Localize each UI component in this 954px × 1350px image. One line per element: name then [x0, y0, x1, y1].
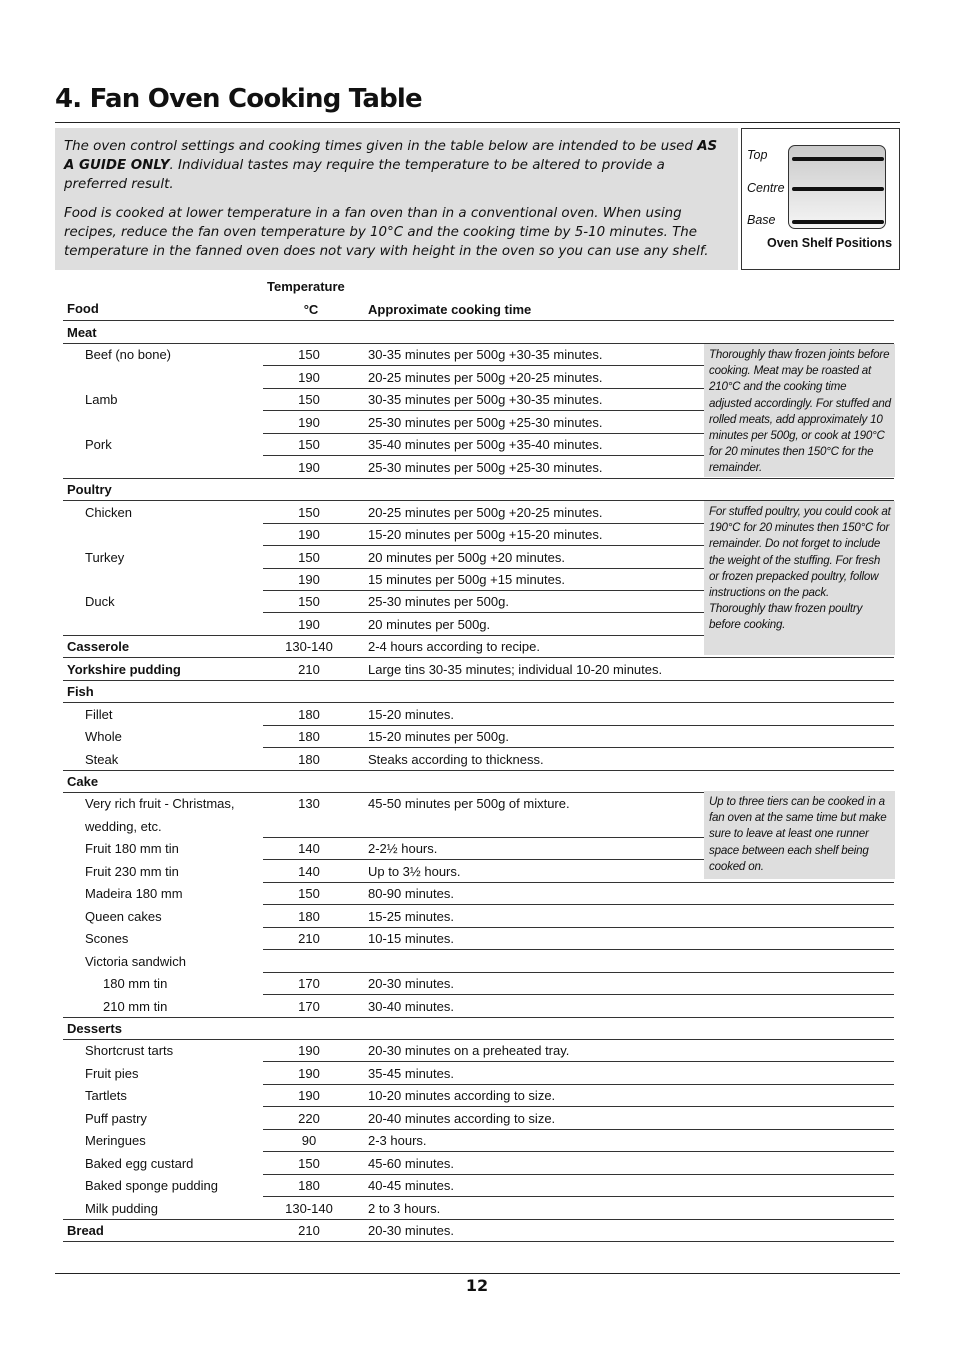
table-row: [63, 1174, 894, 1196]
temperature-cell: 180: [298, 908, 320, 924]
temperature-cell: 130-140: [285, 639, 333, 655]
food-cell: Fruit pies: [85, 1065, 139, 1081]
food-cell: Victoria sandwich: [85, 953, 186, 969]
food-cell: Tartlets: [85, 1088, 127, 1104]
temperature-cell: 210: [298, 931, 320, 947]
cooking-time-cell: 2-3 hours.: [368, 1133, 427, 1149]
food-cell: Bread: [67, 1223, 104, 1238]
food-cell: 180 mm tin: [103, 976, 168, 992]
cooking-time-cell: 20-25 minutes per 500g +20-25 minutes.: [368, 504, 603, 520]
temperature-cell: 190: [298, 1043, 320, 1059]
food-cell: 210 mm tin: [103, 998, 168, 1014]
shelf-label-base: Base: [747, 213, 776, 227]
table-category-row: [63, 1017, 894, 1040]
table-row: [63, 1107, 894, 1129]
table-row: [63, 882, 894, 904]
cooking-time-cell: 30-35 minutes per 500g +30-35 minutes.: [368, 347, 603, 363]
temperature-cell: 170: [298, 976, 320, 992]
temperature-cell: 150: [298, 1155, 320, 1171]
cooking-time-cell: Up to 3½ hours.: [368, 863, 461, 879]
food-cell: Whole: [85, 729, 122, 745]
cooking-time-cell: 2-2½ hours.: [368, 841, 438, 857]
food-cell: Lamb: [85, 392, 118, 408]
temperature-cell: 190: [298, 1088, 320, 1104]
food-cell: Yorkshire pudding: [67, 661, 181, 677]
table-row: [63, 1084, 894, 1106]
food-cell: Cake: [67, 774, 99, 789]
temperature-cell: 180: [298, 751, 320, 767]
table-row: [63, 748, 894, 771]
table-row: [63, 658, 894, 681]
shelf-label-top: Top: [747, 148, 768, 162]
food-cell: Puff pastry: [85, 1110, 147, 1126]
cooking-time-cell: 15-20 minutes per 500g.: [368, 729, 509, 745]
temperature-cell: 190: [298, 414, 320, 430]
cooking-time-cell: 40-45 minutes.: [368, 1178, 454, 1194]
temperature-cell: 210: [298, 661, 320, 677]
food-cell: Meat: [67, 325, 97, 340]
cooking-time-cell: 30-40 minutes.: [368, 998, 454, 1014]
base-shelf-rack: [792, 220, 884, 224]
cooking-time-cell: 80-90 minutes.: [368, 886, 454, 902]
food-cell: Fruit 180 mm tin: [85, 841, 179, 857]
table-row: [63, 1197, 894, 1220]
cooking-time-cell: 20-40 minutes according to size.: [368, 1110, 556, 1126]
temperature-cell: 140: [298, 863, 320, 879]
cooking-time-cell: 30-35 minutes per 500g +30-35 minutes.: [368, 392, 603, 408]
food-cell: Scones: [85, 931, 129, 947]
cooking-time-cell: 20-30 minutes.: [368, 976, 454, 992]
temperature-cell: 210: [298, 1223, 320, 1238]
cooking-time-cell: 35-45 minutes.: [368, 1065, 454, 1081]
temperature-cell: 90: [301, 1133, 317, 1149]
temperature-cell: 150: [298, 594, 320, 610]
table-category-row: [63, 321, 894, 344]
temperature-cell: 180: [298, 729, 320, 745]
food-cell: Very rich fruit - Christmas,: [85, 796, 235, 812]
title-divider: [55, 122, 900, 123]
temperature-cell: 180: [298, 706, 320, 722]
food-cell: Milk pudding: [85, 1200, 158, 1216]
cooking-time-cell: 15-20 minutes per 500g +15-20 minutes.: [368, 527, 603, 543]
food-cell: Duck: [85, 594, 115, 610]
table-row: [63, 950, 894, 972]
note-poultry-stuffing: For stuffed poultry, you could cook at 190°C for 20 minutes then 150°C for remainder. Do not forget to include the weight of the stuffing. For fresh or frozen prepacked poultry, follow instructions on the pack.: [709, 505, 891, 600]
food-cell: wedding, etc.: [85, 818, 162, 834]
temperature-cell: 190: [298, 616, 320, 632]
shelf-label-centre: Centre: [747, 181, 785, 195]
food-cell: Meringues: [85, 1133, 146, 1149]
temperature-cell: 150: [298, 886, 320, 902]
temperature-cell: 150: [298, 347, 320, 363]
temperature-cell: 130-140: [285, 1200, 333, 1216]
food-cell: Baked sponge pudding: [85, 1178, 219, 1194]
page-number: 12: [465, 1276, 489, 1295]
temperature-cell: 140: [298, 841, 320, 857]
temperature-cell: 130: [298, 796, 320, 812]
food-cell: Shortcrust tarts: [85, 1043, 174, 1059]
page-title: 4. Fan Oven Cooking Table: [55, 84, 422, 114]
cooking-time-cell: 25-30 minutes per 500g.: [368, 594, 509, 610]
temperature-cell: 150: [298, 392, 320, 408]
table-row: [63, 1062, 894, 1084]
cooking-time-cell: 2 to 3 hours.: [368, 1200, 441, 1216]
temperature-cell: 170: [298, 998, 320, 1014]
shelf-positions-diagram: [741, 128, 900, 270]
food-cell: Steak: [85, 751, 119, 767]
cooking-time-cell: 25-30 minutes per 500g +25-30 minutes.: [368, 459, 603, 475]
food-cell: Baked egg custard: [85, 1155, 194, 1171]
table-row: [63, 905, 894, 927]
temperature-cell: 190: [298, 459, 320, 475]
table-row: [63, 725, 894, 747]
food-cell: Chicken: [85, 504, 132, 520]
intro-text-a: The oven control settings and cooking times given in the table below are intended to be used: [64, 139, 693, 154]
temperature-cell: 150: [298, 504, 320, 520]
cooking-time-cell: 20 minutes per 500g.: [368, 616, 491, 632]
food-cell: Fish: [67, 684, 94, 700]
note-poultry: [704, 501, 895, 655]
table-row: [63, 703, 894, 725]
cooking-time-cell: 15-20 minutes.: [368, 706, 454, 722]
header-temperature: Temperature: [267, 279, 345, 294]
cooking-time-cell: Large tins 30-35 minutes; individual 10-20 minutes.: [368, 661, 663, 677]
note-poultry-thaw: Thoroughly thaw frozen poultry before cooking.: [709, 602, 863, 632]
temperature-cell: 220: [298, 1110, 320, 1126]
cooking-time-cell: 45-60 minutes.: [368, 1155, 454, 1171]
shelf-diagram-caption: Oven Shelf Positions: [767, 236, 893, 250]
temperature-cell: 190: [298, 527, 320, 543]
table-row: [63, 1219, 894, 1242]
intro-paragraph-fan: Food is cooked at lower temperature in a fan oven than in a conventional oven. When using recipes, reduce the fan oven temperature by 10°C and the cooking time by 5-10 minutes. The temperature in the fanned oven does not vary with height in the oven so you can use any shelf.: [64, 206, 709, 259]
temperature-cell: 190: [298, 1065, 320, 1081]
intro-text-b: . Individual tastes may require the temperature to be altered to provide a preferred result.: [64, 158, 665, 192]
food-cell: Poultry: [67, 482, 112, 498]
food-cell: Pork: [85, 437, 112, 453]
cooking-time-cell: 10-20 minutes according to size.: [368, 1088, 556, 1104]
food-cell: Queen cakes: [85, 908, 162, 924]
header-food: Food: [67, 301, 99, 316]
temperature-cell: 180: [298, 1178, 320, 1194]
table-category-row: [63, 770, 894, 793]
table-row: [63, 927, 894, 949]
food-cell: Fruit 230 mm tin: [85, 863, 179, 879]
food-cell: Beef (no bone): [85, 347, 172, 363]
food-cell: Casserole: [67, 639, 130, 655]
table-row: [63, 995, 894, 1018]
table-row: [63, 972, 894, 994]
cooking-time-cell: 2-4 hours according to recipe.: [368, 639, 540, 655]
cooking-time-cell: 20-30 minutes on a preheated tray.: [368, 1043, 570, 1059]
table-row: [63, 1152, 894, 1174]
cooking-time-cell: 25-30 minutes per 500g +25-30 minutes.: [368, 414, 603, 430]
note-meat: Thoroughly thaw frozen joints before cooking. Meat may be roasted at 210°C and the cooking time adjusted accordingly. For stuffed and rolled meats, add approximately 10 minutes per 500g, or cook at 190°C for 20 minutes then 150°C for the remainder.: [704, 344, 895, 477]
cooking-time-cell: 45-50 minutes per 500g of mixture.: [368, 796, 570, 812]
centre-shelf-rack: [792, 187, 884, 191]
table-row: [63, 1129, 894, 1151]
intro-box: [55, 128, 738, 270]
cooking-time-cell: 35-40 minutes per 500g +35-40 minutes.: [368, 437, 603, 453]
intro-guide-emphasis: AS A GUIDE ONLY: [64, 139, 718, 173]
cooking-time-cell: 10-15 minutes.: [368, 931, 454, 947]
table-category-row: [63, 680, 894, 703]
temperature-cell: 150: [298, 549, 320, 565]
table-row: [63, 1039, 894, 1061]
food-cell: Fillet: [85, 706, 113, 722]
intro-paragraph-guide: [64, 137, 728, 194]
temperature-cell: 190: [298, 571, 320, 587]
cooking-time-cell: 15-25 minutes.: [368, 908, 454, 924]
food-cell: Turkey: [85, 549, 125, 565]
top-shelf-rack: [792, 157, 884, 161]
cooking-time-cell: 20-25 minutes per 500g +20-25 minutes.: [368, 369, 603, 385]
cooking-time-cell: 20-30 minutes.: [368, 1223, 454, 1238]
temperature-cell: 150: [298, 437, 320, 453]
cooking-time-cell: Steaks according to thickness.: [368, 751, 544, 767]
header-time: Approximate cooking time: [368, 302, 532, 317]
note-cake: Up to three tiers can be cooked in a fan oven at the same time but make sure to leave at least one runner space between each shelf being cooked on.: [704, 791, 895, 879]
header-unit: °C: [303, 302, 319, 317]
temperature-cell: 190: [298, 369, 320, 385]
cooking-time-cell: 15 minutes per 500g +15 minutes.: [368, 571, 565, 587]
table-category-row: [63, 478, 894, 501]
food-cell: Desserts: [67, 1020, 122, 1036]
cooking-time-cell: 20 minutes per 500g +20 minutes.: [368, 549, 565, 565]
footer-divider: [55, 1273, 900, 1274]
food-cell: Madeira 180 mm: [85, 886, 183, 902]
